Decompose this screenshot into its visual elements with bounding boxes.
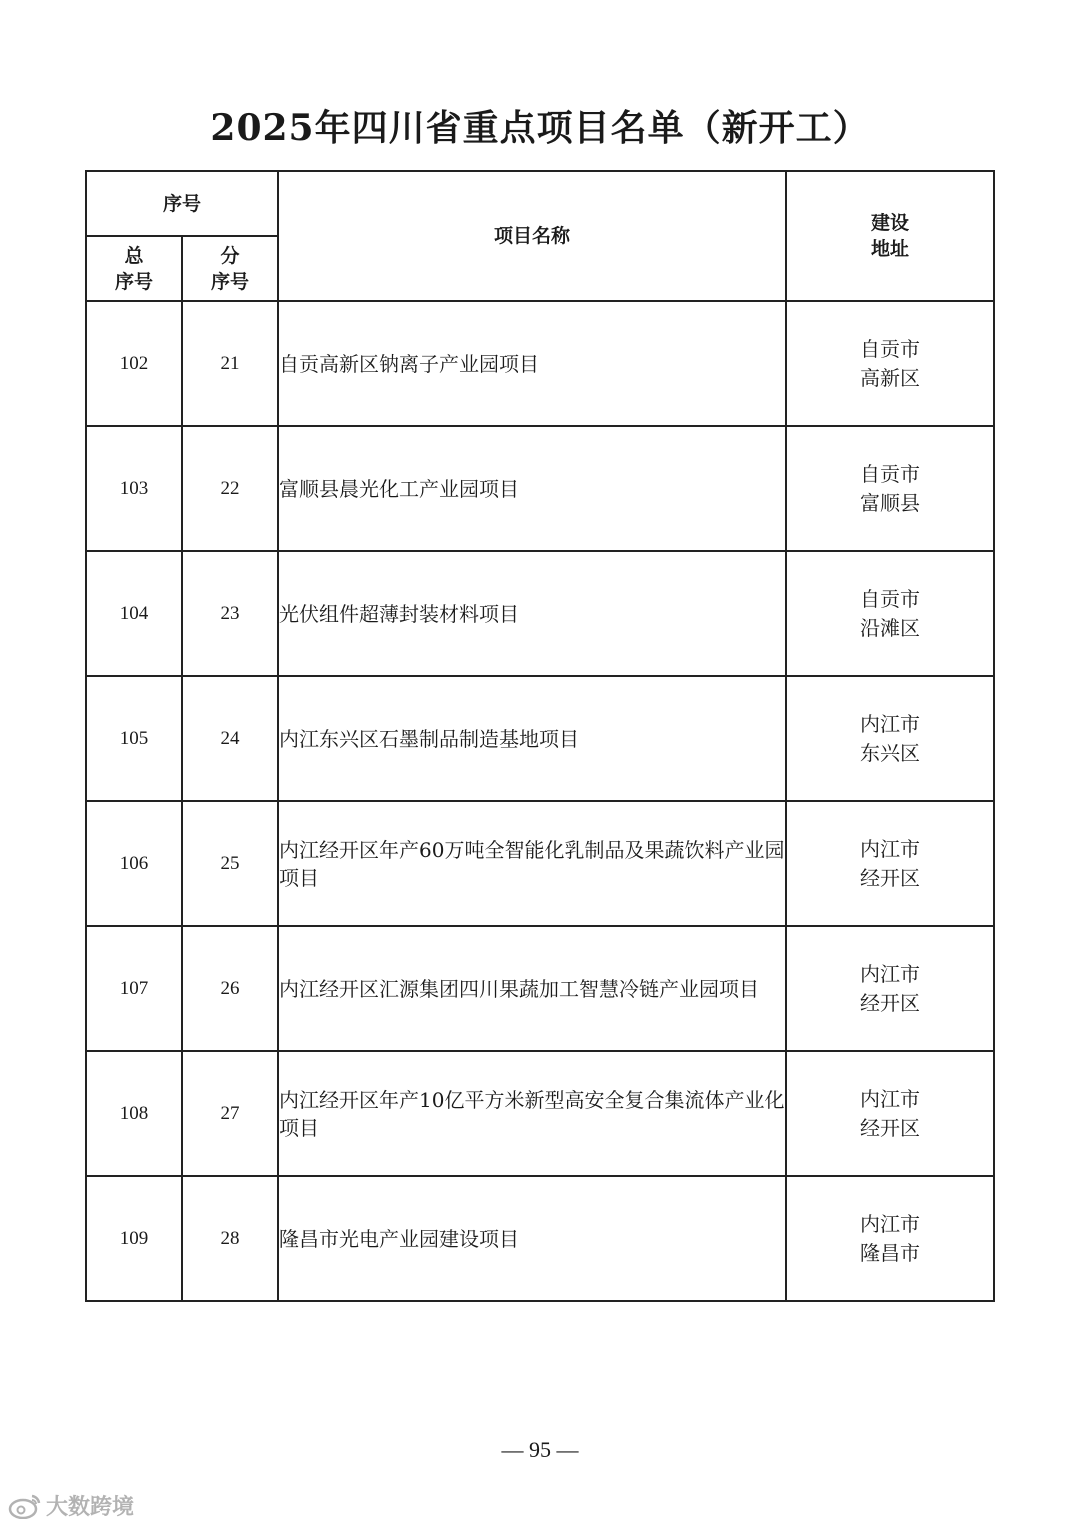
- project-name-cell: 隆昌市光电产业园建设项目: [278, 1176, 786, 1301]
- location-city: 自贡市: [860, 586, 921, 611]
- total-seq-cell: 105: [86, 676, 182, 801]
- location-district: 经开区: [860, 865, 921, 890]
- watermark-text: 大数跨境: [46, 1495, 135, 1520]
- project-name-cell: 内江经开区汇源集团四川果蔬加工智慧冷链产业园项目: [278, 926, 786, 1051]
- total-seq-cell: 108: [86, 1051, 182, 1176]
- table-row: [86, 551, 994, 676]
- location-cell: [786, 1051, 994, 1176]
- sub-seq-cell: 23: [182, 551, 278, 676]
- page-number: — 95 —: [501, 1437, 579, 1462]
- table-row: [86, 676, 994, 801]
- table-header-row: [86, 171, 994, 236]
- sub-seq-cell: 26: [182, 926, 278, 1051]
- location-cell: [786, 551, 994, 676]
- location-city: 内江市: [860, 1211, 921, 1236]
- sub-seq-cell: 28: [182, 1176, 278, 1301]
- document-title: 2025年四川省重点项目名单（新开工）: [210, 107, 870, 149]
- location-cell: [786, 426, 994, 551]
- header-total-seq: [86, 236, 182, 301]
- location-district: 沿滩区: [860, 615, 921, 640]
- header-project-name: 项目名称: [278, 171, 786, 301]
- location-city: 内江市: [860, 836, 921, 861]
- table-row: [86, 301, 994, 426]
- location-district: 经开区: [860, 1115, 921, 1140]
- location-district: 经开区: [860, 990, 921, 1015]
- sub-seq-cell: 24: [182, 676, 278, 801]
- total-seq-cell: 103: [86, 426, 182, 551]
- location-district: 东兴区: [860, 740, 921, 765]
- project-name-cell: 内江东兴区石墨制品制造基地项目: [278, 676, 786, 801]
- location-city: 自贡市: [860, 336, 921, 361]
- location-cell: [786, 676, 994, 801]
- project-table: [85, 170, 995, 1302]
- location-city: 自贡市: [860, 461, 921, 486]
- header-sub-seq-label: 分 序号: [211, 244, 250, 293]
- watermark: [8, 1490, 134, 1521]
- header-location: [786, 171, 994, 301]
- location-cell: [786, 926, 994, 1051]
- total-seq-cell: 102: [86, 301, 182, 426]
- location-city: 内江市: [860, 711, 921, 736]
- location-cell: [786, 1176, 994, 1301]
- sub-seq-cell: 27: [182, 1051, 278, 1176]
- total-seq-cell: 109: [86, 1176, 182, 1301]
- location-city: 内江市: [860, 1086, 921, 1111]
- project-name-cell: 内江经开区年产10亿平方米新型高安全复合集流体产业化项目: [278, 1051, 786, 1176]
- location-cell: [786, 801, 994, 926]
- location-cell: [786, 301, 994, 426]
- location-district: 高新区: [860, 365, 921, 390]
- header-sub-seq: [182, 236, 278, 301]
- total-seq-cell: 107: [86, 926, 182, 1051]
- table-row: [86, 426, 994, 551]
- location-city: 内江市: [860, 961, 921, 986]
- sub-seq-cell: 25: [182, 801, 278, 926]
- header-total-seq-label: 总 序号: [114, 244, 153, 293]
- sub-seq-cell: 22: [182, 426, 278, 551]
- table-row: [86, 926, 994, 1051]
- header-seq-group: 序号: [86, 171, 278, 236]
- project-name-cell: 富顺县晨光化工产业园项目: [278, 426, 786, 551]
- total-seq-cell: 104: [86, 551, 182, 676]
- location-district: 富顺县: [860, 490, 921, 515]
- table-row: [86, 1176, 994, 1301]
- header-location-label: 建设 地址: [871, 212, 910, 260]
- project-name-cell: 内江经开区年产60万吨全智能化乳制品及果蔬饮料产业园项目: [278, 801, 786, 926]
- total-seq-cell: 106: [86, 801, 182, 926]
- project-name-cell: 自贡高新区钠离子产业园项目: [278, 301, 786, 426]
- sub-seq-cell: 21: [182, 301, 278, 426]
- project-name-cell: 光伏组件超薄封装材料项目: [278, 551, 786, 676]
- location-district: 隆昌市: [860, 1240, 921, 1265]
- table-row: [86, 801, 994, 926]
- table-row: [86, 1051, 994, 1176]
- weibo-logo-icon: [8, 1493, 42, 1519]
